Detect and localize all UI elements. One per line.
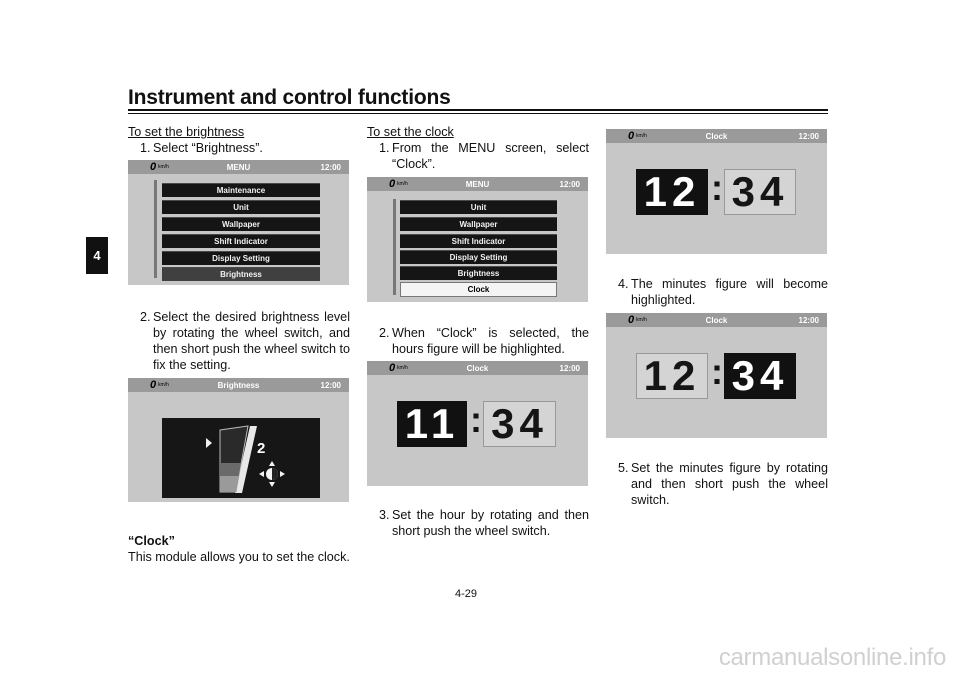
step-2 (128, 309, 350, 373)
page-number: 4-29 (455, 588, 478, 600)
step-text: Set the minutes figure by rotating and then short push the wheel switch. (631, 461, 828, 507)
speed-unit: km/h (636, 133, 647, 139)
screen-title: Brightness (217, 381, 260, 390)
step-number: 5. (618, 461, 629, 475)
menu-screenshot-brightness (128, 160, 349, 285)
menu-item: Display Setting (400, 250, 557, 264)
menu-item-selected: Brightness (162, 267, 320, 281)
step-4 (606, 276, 828, 308)
menu-item: Display Setting (162, 251, 320, 265)
status-bar (128, 378, 349, 392)
chapter-tab: 4 (86, 237, 108, 274)
hours-digits: 12 (636, 353, 708, 399)
step-5 (606, 460, 828, 508)
status-clock: 12:00 (320, 163, 341, 172)
clock-screenshot-set-hour (606, 129, 827, 254)
status-bar (606, 313, 827, 327)
menu-item: Unit (162, 200, 320, 214)
screen-title: MENU (226, 163, 251, 172)
section-heading-clock: To set the clock (367, 125, 454, 139)
step-1 (367, 140, 589, 172)
brightness-level: 2 (257, 440, 266, 457)
step-number: 3. (379, 508, 390, 522)
column-brightness-step2 (128, 309, 350, 373)
speed-readout: 0 (389, 178, 396, 190)
header-rule (128, 109, 828, 111)
status-bar (367, 177, 588, 191)
status-bar (606, 129, 827, 143)
step-number: 2. (379, 326, 390, 340)
step-2 (367, 325, 589, 357)
hours-digits-highlighted: 11 (397, 401, 467, 447)
status-clock: 12:00 (559, 180, 580, 189)
clock-colon: : (711, 351, 723, 392)
speed-unit: km/h (397, 181, 408, 187)
status-clock: 12:00 (320, 381, 341, 390)
menu-item: Wallpaper (162, 217, 320, 231)
status-clock: 12:00 (559, 364, 580, 373)
menu-item: Brightness (400, 266, 557, 280)
menu-item: Wallpaper (400, 217, 557, 231)
column-clock (367, 124, 589, 172)
scrollbar (154, 180, 157, 278)
column-brightness (128, 124, 350, 156)
hours-digits-highlighted: 12 (636, 169, 708, 215)
brightness-screenshot (128, 378, 349, 502)
step-text: Select the desired brightness level by rotating the wheel switch, and then short push the wheel switch to fix the setting. (153, 310, 350, 372)
section-heading-brightness: To set the brightness (128, 125, 245, 139)
clock-module-intro (128, 533, 358, 565)
speed-readout: 0 (628, 130, 635, 142)
step-number: 2. (140, 310, 151, 324)
step-text: From the MENU screen, select “Clock”. (392, 141, 589, 171)
step-text: Select “Brightness”. (153, 141, 263, 155)
speed-unit: km/h (397, 365, 408, 371)
screen-title: MENU (465, 180, 490, 189)
speed-unit: km/h (636, 317, 647, 323)
clock-screenshot-minutes (606, 313, 827, 438)
status-clock: 12:00 (798, 316, 819, 325)
clock-colon: : (470, 399, 482, 440)
status-bar (367, 361, 588, 375)
step-1 (128, 140, 350, 156)
brightness-gauge-icon (162, 418, 320, 498)
minutes-digits: 34 (483, 401, 556, 447)
step-text: The minutes figure will become highlighted. (631, 277, 828, 307)
scrollbar (393, 199, 396, 295)
screen-title: Clock (705, 132, 728, 141)
clock-heading: “Clock” (128, 534, 175, 548)
watermark: carmanualsonline.info (718, 644, 946, 671)
menu-item: Shift Indicator (400, 234, 557, 248)
page-title: Instrument and control functions (128, 86, 451, 109)
speed-unit: km/h (158, 382, 169, 388)
menu-item-selected: Clock (400, 282, 557, 297)
clock-description: This module allows you to set the clock. (128, 550, 350, 564)
menu-item: Maintenance (162, 183, 320, 197)
clock-screenshot-hours (367, 361, 588, 486)
status-clock: 12:00 (798, 132, 819, 141)
menu-screenshot-clock (367, 177, 588, 302)
step-number: 1. (140, 141, 151, 155)
column-clock-step4 (606, 276, 828, 308)
status-bar (128, 160, 349, 174)
minutes-digits: 34 (724, 169, 796, 215)
speed-unit: km/h (158, 164, 169, 170)
minutes-digits-highlighted: 34 (724, 353, 796, 399)
column-clock-step3 (367, 507, 589, 539)
column-clock-step5 (606, 460, 828, 508)
screen-title: Clock (466, 364, 489, 373)
speed-readout: 0 (389, 362, 396, 374)
step-number: 4. (618, 277, 629, 291)
menu-item: Shift Indicator (162, 234, 320, 248)
speed-readout: 0 (150, 161, 157, 173)
menu-item: Unit (400, 200, 557, 214)
brightness-panel (162, 418, 320, 498)
header-rule-thin (128, 113, 828, 114)
step-3 (367, 507, 589, 539)
step-number: 1. (379, 141, 390, 155)
clock-colon: : (711, 167, 723, 208)
step-text: When “Clock” is selected, the hours figure will be highlighted. (392, 326, 589, 356)
column-clock-step2 (367, 325, 589, 357)
screen-title: Clock (705, 316, 728, 325)
step-text: Set the hour by rotating and then short push the wheel switch. (392, 508, 589, 538)
speed-readout: 0 (150, 379, 157, 391)
speed-readout: 0 (628, 314, 635, 326)
